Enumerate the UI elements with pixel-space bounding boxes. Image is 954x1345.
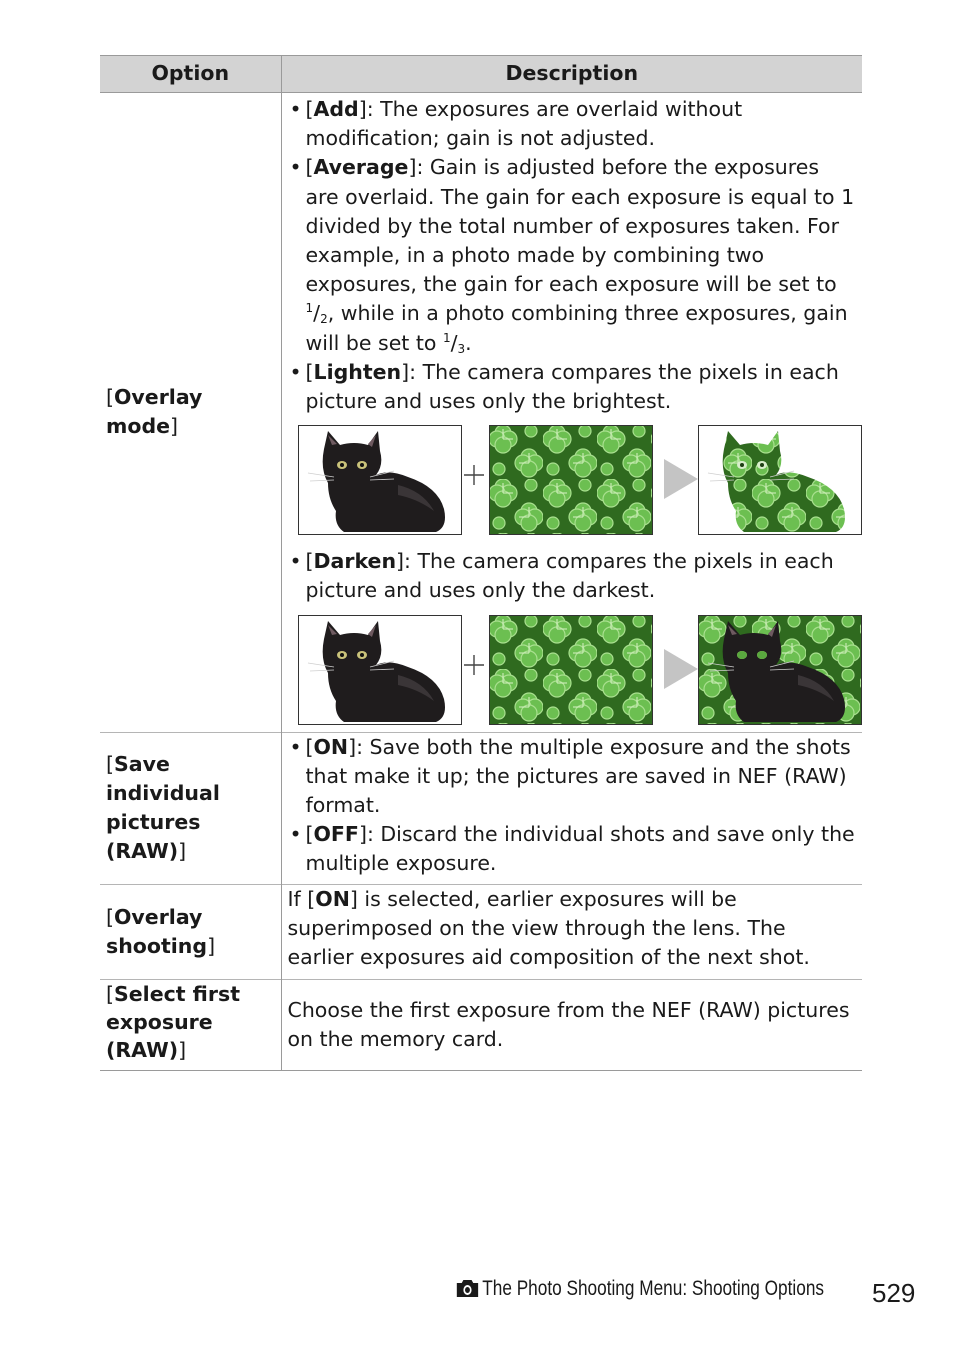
header-description: Description	[281, 56, 862, 93]
arrow-right-icon	[664, 649, 698, 689]
option-save-individual: [Save individual pictures (RAW)]	[100, 732, 281, 884]
bullet-add: • [Add]: The exposures are overlaid without modification; gain is not adjusted.	[288, 95, 857, 153]
footer-section-title	[456, 1277, 824, 1301]
cat-photo	[298, 425, 462, 535]
darken-result-photo	[698, 615, 862, 725]
option-overlay-mode: [Overlay mode]	[100, 93, 281, 733]
clover-photo	[489, 615, 653, 725]
plus-icon	[462, 653, 486, 677]
fraction-one-half: $^1/_2$	[305, 301, 328, 327]
plus-icon	[462, 463, 486, 487]
description-select-first-exposure: Choose the first exposure from the NEF (RAW) pictures on the memory card.	[281, 980, 862, 1071]
row-select-first-exposure	[100, 980, 862, 1071]
arrow-right-icon	[664, 459, 698, 499]
lighten-illustration	[282, 425, 846, 535]
bullet-on: • [ON]: Save both the multiple exposure and the shots that make it up; the pictures are saved in NEF (RAW) format.	[288, 733, 857, 821]
bullet-lighten: • [Lighten]: The camera compares the pixels in each picture and uses only the brightest.	[288, 358, 857, 416]
darken-illustration	[282, 615, 846, 725]
option-select-first-exposure: [Select first exposure (RAW)]	[100, 980, 281, 1071]
lighten-result-photo	[698, 425, 862, 535]
bullet-off: • [OFF]: Discard the individual shots and save only the multiple exposure.	[288, 820, 857, 878]
clover-photo	[489, 425, 653, 535]
camera-icon	[456, 1278, 479, 1298]
description-save-individual	[281, 732, 862, 884]
bullet-average: • [Average]: Gain is adjusted before the exposures are overlaid. The gain for each exposure is equal to 1 divided by the total number of exposures taken. For example, in a photo made by combining two exposures, the gain for each exposure will be set to $^1/_2$, while in a photo combining three exposures, gain will be set to $^1/_3$.	[288, 153, 857, 357]
row-overlay-shooting	[100, 884, 862, 980]
description-overlay-mode	[281, 93, 862, 733]
bullet-darken: • [Darken]: The camera compares the pixels in each picture and uses only the darkest.	[288, 547, 857, 605]
footer-text: The Photo Shooting Menu: Shooting Options	[482, 1277, 825, 1300]
row-overlay-mode	[100, 93, 862, 733]
fraction-one-third: $^1/_3$	[442, 330, 466, 356]
page-number: 529	[872, 1278, 916, 1308]
option-overlay-shooting: [Overlay shooting]	[100, 884, 281, 980]
description-overlay-shooting: If [ON] is selected, earlier exposures will be superimposed on the view through the lens. The earlier exposures aid composition of the next shot.	[281, 884, 862, 980]
cat-photo	[298, 615, 462, 725]
header-option: Option	[100, 56, 281, 93]
options-table	[100, 55, 862, 1071]
row-save-individual	[100, 732, 862, 884]
